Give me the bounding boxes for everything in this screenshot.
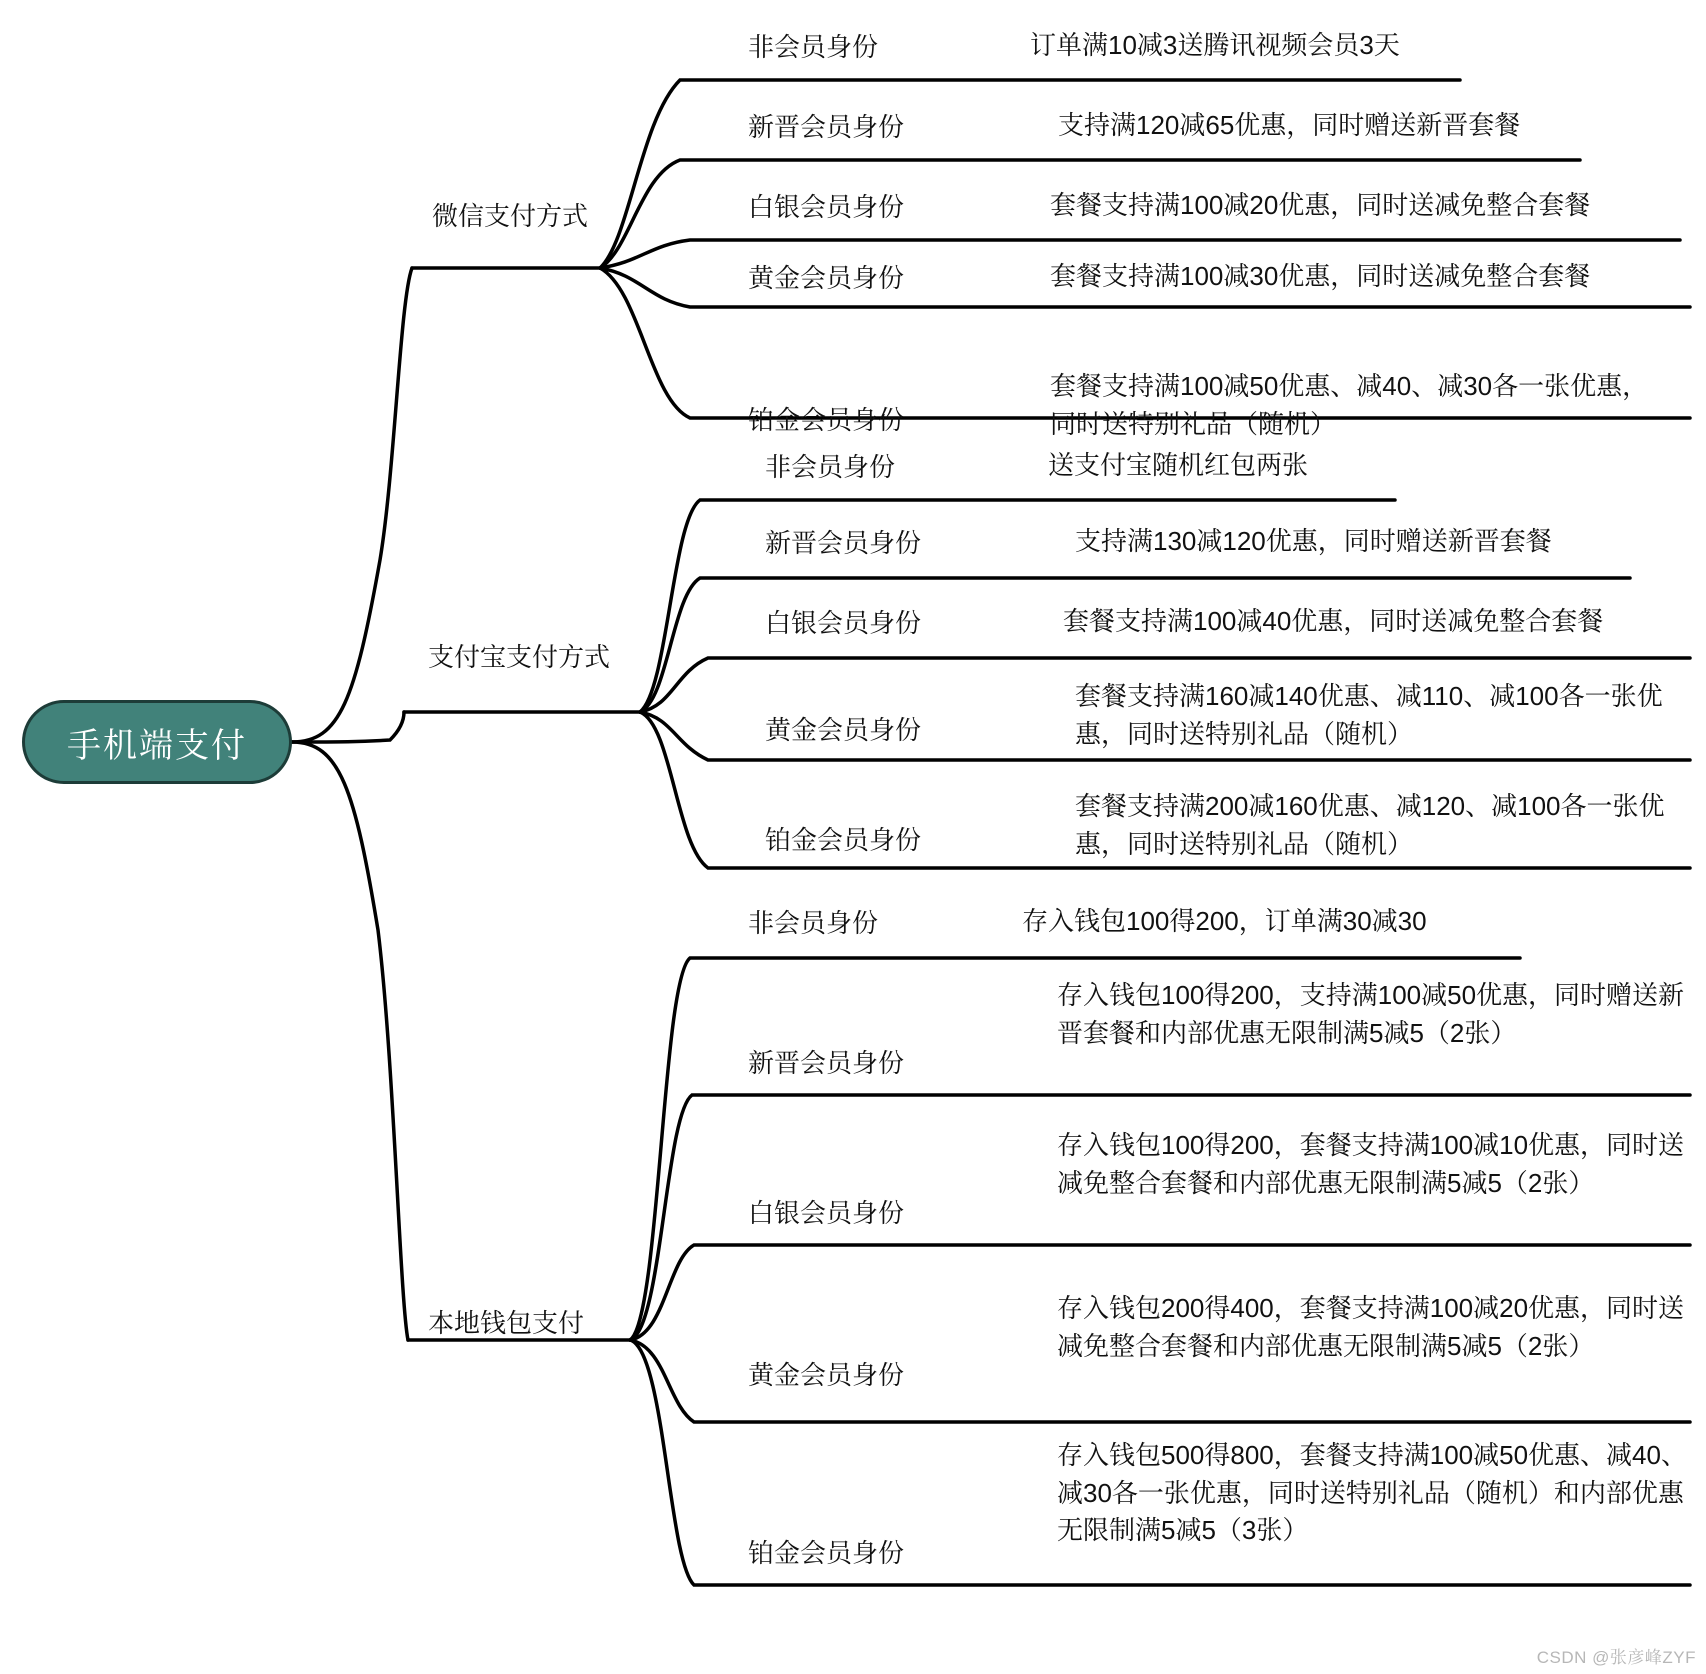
member-label-alipay-0[interactable]: 非会员身份 bbox=[765, 452, 896, 482]
member-label-wallet-1[interactable]: 新晋会员身份 bbox=[748, 1048, 905, 1078]
desc-wallet-1: 存入钱包100得200，支持满100减50优惠，同时赠送新晋套餐和内部优惠无限制满5减5（2张） bbox=[1057, 980, 1685, 1048]
member-label-wallet-2[interactable]: 白银会员身份 bbox=[748, 1198, 905, 1228]
link-root-to-alipay bbox=[292, 712, 404, 742]
link-root-to-wechat bbox=[292, 268, 412, 742]
member-label-alipay-3[interactable]: 黄金会员身份 bbox=[765, 715, 922, 745]
branch-label-wallet[interactable]: 本地钱包支付 bbox=[428, 1308, 585, 1338]
root-node-label: 手机端支付 bbox=[67, 726, 247, 765]
desc-alipay-3: 套餐支持满160减140优惠、减110、减100各一张优惠，同时送特别礼品（随机） bbox=[1075, 681, 1663, 749]
member-label-alipay-1[interactable]: 新晋会员身份 bbox=[765, 528, 922, 558]
desc-alipay-2: 套餐支持满100减40优惠，同时送减免整合套餐 bbox=[1063, 606, 1604, 636]
branch-label-alipay[interactable]: 支付宝支付方式 bbox=[428, 642, 611, 672]
member-label-wechat-1[interactable]: 新晋会员身份 bbox=[748, 112, 905, 142]
desc-wechat-2: 套餐支持满100减20优惠，同时送减免整合套餐 bbox=[1050, 190, 1591, 220]
desc-alipay-0: 送支付宝随机红包两张 bbox=[1048, 450, 1309, 480]
member-label-wallet-0[interactable]: 非会员身份 bbox=[748, 908, 879, 938]
member-label-alipay-4[interactable]: 铂金会员身份 bbox=[765, 825, 922, 855]
member-label-wechat-2[interactable]: 白银会员身份 bbox=[748, 192, 905, 222]
desc-alipay-1: 支持满130减120优惠，同时赠送新晋套餐 bbox=[1075, 526, 1552, 556]
desc-wechat-1: 支持满120减65优惠，同时赠送新晋套餐 bbox=[1058, 110, 1521, 140]
branch-label-wechat[interactable]: 微信支付方式 bbox=[432, 201, 589, 231]
member-label-wechat-0[interactable]: 非会员身份 bbox=[748, 32, 879, 62]
link-root-to-wallet bbox=[292, 742, 408, 1340]
member-label-wallet-4[interactable]: 铂金会员身份 bbox=[748, 1538, 905, 1568]
desc-alipay-4: 套餐支持满200减160优惠、减120、减100各一张优惠，同时送特别礼品（随机） bbox=[1075, 791, 1665, 859]
desc-wechat-3: 套餐支持满100减30优惠，同时送减免整合套餐 bbox=[1050, 261, 1591, 291]
desc-wechat-0: 订单满10减3送腾讯视频会员3天 bbox=[1030, 30, 1400, 60]
member-label-wechat-4[interactable]: 铂金会员身份 bbox=[748, 405, 905, 435]
member-label-wallet-3[interactable]: 黄金会员身份 bbox=[748, 1360, 905, 1390]
desc-wallet-2: 存入钱包100得200，套餐支持满100减10优惠，同时送减免整合套餐和内部优惠无限制满5减5（2张） bbox=[1057, 1130, 1685, 1198]
desc-wallet-3: 存入钱包200得400，套餐支持满100减20优惠，同时送减免整合套餐和内部优惠无限制满5减5（2张） bbox=[1057, 1293, 1685, 1361]
desc-wallet-4: 存入钱包500得800，套餐支持满100减50优惠、减40、减30各一张优惠，同时送特别礼品（随机）和内部优惠无限制满5减5（3张） bbox=[1057, 1440, 1687, 1546]
member-label-wechat-3[interactable]: 黄金会员身份 bbox=[748, 263, 905, 293]
desc-wallet-0: 存入钱包100得200，订单满30减30 bbox=[1022, 906, 1427, 936]
watermark: CSDN @张彦峰ZYF bbox=[1536, 1648, 1696, 1667]
member-label-alipay-2[interactable]: 白银会员身份 bbox=[765, 608, 922, 638]
root-node[interactable] bbox=[22, 700, 292, 784]
desc-wechat-4: 套餐支持满100减50优惠、减40、减30各一张优惠，同时送特别礼品（随机） bbox=[1050, 371, 1649, 439]
